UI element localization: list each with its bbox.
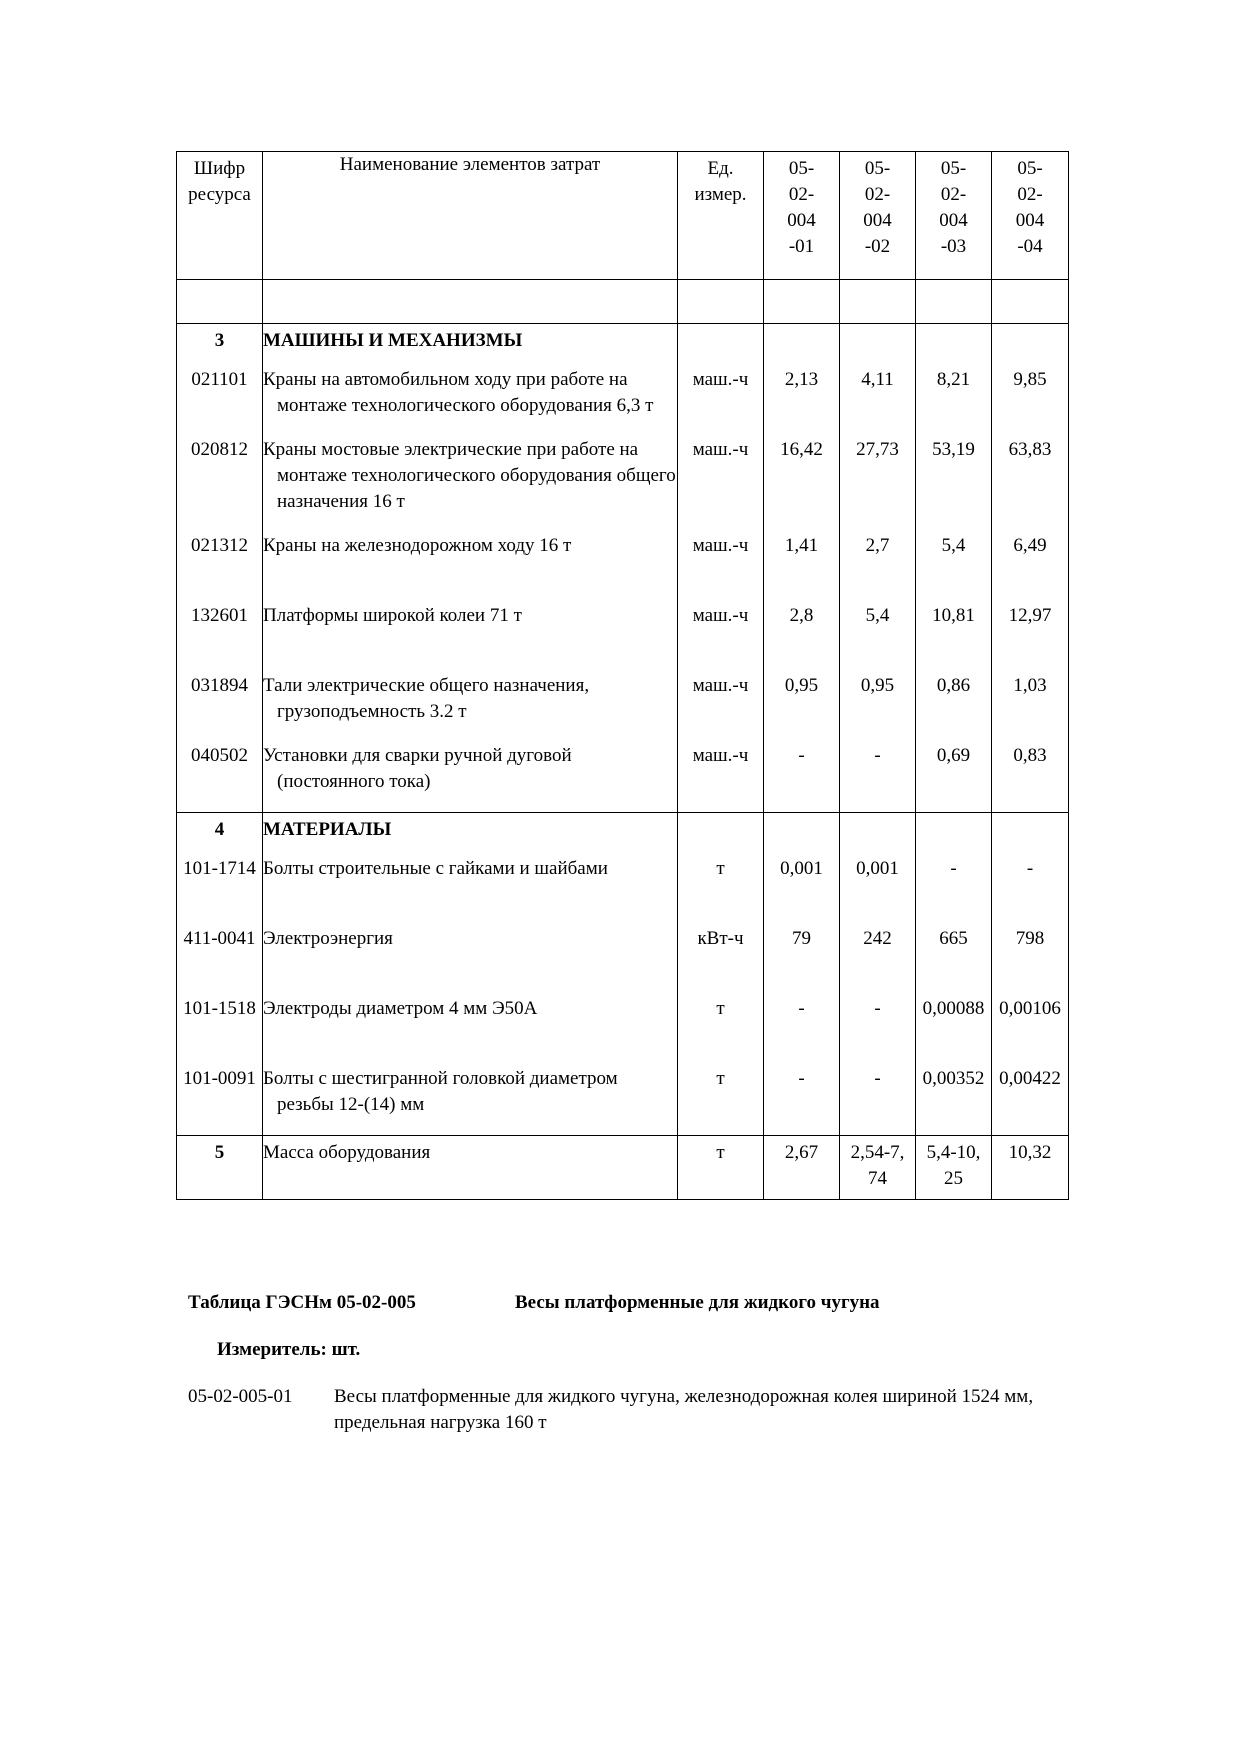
resource-unit: маш.-ч: [678, 437, 764, 533]
resource-value: -: [764, 996, 840, 1066]
resource-value: 27,73: [840, 437, 916, 533]
resource-row: [177, 603, 1069, 673]
resource-value: 8,21: [916, 367, 992, 437]
header-col-1: 05-02-004-01: [764, 152, 840, 280]
resource-value: 4,11: [840, 367, 916, 437]
resource-value: -: [764, 743, 840, 813]
resource-unit: т: [678, 856, 764, 926]
section-number: 3: [177, 324, 263, 367]
mass-name: Масса оборудования: [263, 1136, 678, 1200]
resource-unit: т: [678, 996, 764, 1066]
section-value-empty: [840, 813, 916, 856]
header-code: Шифр ресурса: [177, 152, 263, 280]
resource-name-text: Платформы широкой колеи 71 т: [263, 604, 522, 626]
resource-name: [263, 1066, 678, 1136]
norms-table: [176, 151, 1069, 1200]
table-caption-label: Таблица ГЭСНм 05-02-005: [188, 1292, 416, 1313]
section-unit-empty: [678, 813, 764, 856]
resource-unit: маш.-ч: [678, 367, 764, 437]
table-caption-name: Весы платформенные для жидкого чугуна: [515, 1292, 880, 1313]
resource-value: 665: [916, 926, 992, 996]
section-number: 4: [177, 813, 263, 856]
resource-value: 798: [992, 926, 1069, 996]
resource-code: 101-1518: [177, 996, 263, 1066]
resource-code: 101-1714: [177, 856, 263, 926]
header-col-4: 05-02-004-04: [992, 152, 1069, 280]
resource-value: 9,85: [992, 367, 1069, 437]
resource-value: 79: [764, 926, 840, 996]
resource-name-text: Краны на автомобильном ходу при работе на монтаже технологического оборудования 6,3 т: [263, 368, 654, 416]
mass-value: 5,4-10,25: [916, 1136, 992, 1200]
resource-unit: т: [678, 1066, 764, 1136]
resource-name: [263, 533, 678, 603]
resource-value: 0,95: [840, 673, 916, 743]
resource-unit: кВт-ч: [678, 926, 764, 996]
resource-row: [177, 926, 1069, 996]
section-title: МАШИНЫ И МЕХАНИЗМЫ: [263, 324, 678, 367]
measure-unit: Измеритель: шт.: [217, 1339, 361, 1360]
resource-value: 2,13: [764, 367, 840, 437]
section-title: МАТЕРИАЛЫ: [263, 813, 678, 856]
header-col-2: 05-02-004-02: [840, 152, 916, 280]
resource-unit: маш.-ч: [678, 533, 764, 603]
resource-row: [177, 673, 1069, 743]
mass-value: 2,67: [764, 1136, 840, 1200]
resource-name-text: Установки для сварки ручной дуговой (постоянного тока): [263, 744, 572, 792]
resource-value: 2,7: [840, 533, 916, 603]
resource-value: 0,86: [916, 673, 992, 743]
resource-name: [263, 437, 678, 533]
resource-row: [177, 367, 1069, 437]
resource-value: 6,49: [992, 533, 1069, 603]
resource-value: 2,8: [764, 603, 840, 673]
resource-value: 16,42: [764, 437, 840, 533]
resource-name-text: Болты с шестигранной головкой диаметром резьбы 12-(14) мм: [263, 1067, 618, 1115]
resource-value: 5,4: [916, 533, 992, 603]
resource-code: 040502: [177, 743, 263, 813]
resource-code: 411-0041: [177, 926, 263, 996]
section-row: [177, 324, 1069, 367]
table-caption: [188, 1290, 880, 1316]
section-value-empty: [764, 813, 840, 856]
resource-value: 0,83: [992, 743, 1069, 813]
resource-value: -: [764, 1066, 840, 1136]
resource-value: -: [840, 1066, 916, 1136]
resource-code: 021101: [177, 367, 263, 437]
resource-row: [177, 533, 1069, 603]
resource-name-text: Болты строительные с гайками и шайбами: [263, 857, 608, 879]
resource-value: -: [840, 743, 916, 813]
resource-value: 0,00422: [992, 1066, 1069, 1136]
resource-value: 12,97: [992, 603, 1069, 673]
resource-value: 0,69: [916, 743, 992, 813]
section-value-empty: [992, 813, 1069, 856]
blank-row: [177, 280, 1069, 324]
resource-name: [263, 603, 678, 673]
resource-code: 132601: [177, 603, 263, 673]
resource-row: [177, 996, 1069, 1066]
resource-name: [263, 856, 678, 926]
resource-code: 020812: [177, 437, 263, 533]
resource-unit: маш.-ч: [678, 603, 764, 673]
resource-name: [263, 996, 678, 1066]
resource-row: [177, 1066, 1069, 1136]
resource-code: 031894: [177, 673, 263, 743]
resource-code: 101-0091: [177, 1066, 263, 1136]
resource-value: -: [992, 856, 1069, 926]
resource-name: [263, 673, 678, 743]
resource-code: 021312: [177, 533, 263, 603]
section-value-empty: [916, 813, 992, 856]
resource-unit: маш.-ч: [678, 673, 764, 743]
resource-name: [263, 926, 678, 996]
mass-value: 10,32: [992, 1136, 1069, 1200]
item-text: Весы платформенные для жидкого чугуна, железнодорожная колея шириной 1524 мм, предельная нагрузка 160 т: [334, 1386, 1034, 1433]
resource-value: 242: [840, 926, 916, 996]
resource-value: 1,03: [992, 673, 1069, 743]
header-name: Наименование элементов затрат: [263, 152, 678, 280]
section-value-empty: [992, 324, 1069, 367]
resource-value: 0,001: [764, 856, 840, 926]
section-value-empty: [916, 324, 992, 367]
resource-name-text: Тали электрические общего назначения, грузоподъемность 3.2 т: [263, 674, 590, 722]
resource-name: [263, 743, 678, 813]
mass-unit: т: [678, 1136, 764, 1200]
resource-name: [263, 367, 678, 437]
section-value-empty: [840, 324, 916, 367]
header-row: [177, 152, 1069, 280]
resource-value: 10,81: [916, 603, 992, 673]
item-entry: [188, 1384, 1038, 1436]
resource-value: 0,00088: [916, 996, 992, 1066]
resource-value: 1,41: [764, 533, 840, 603]
resource-name-text: Краны мостовые электрические при работе на монтаже технологического оборудования общего назначения 16 т: [263, 438, 676, 512]
resource-name-text: Электроды диаметром 4 мм Э50А: [263, 997, 538, 1019]
header-unit: Ед. измер.: [678, 152, 764, 280]
item-code: 05-02-005-01: [188, 1386, 293, 1407]
resource-unit: маш.-ч: [678, 743, 764, 813]
section-row: [177, 813, 1069, 856]
resource-row: [177, 437, 1069, 533]
resource-value: 5,4: [840, 603, 916, 673]
resource-row: [177, 743, 1069, 813]
resource-value: 0,00352: [916, 1066, 992, 1136]
mass-value: 2,54-7,74: [840, 1136, 916, 1200]
mass-number: 5: [177, 1136, 263, 1200]
mass-row: [177, 1136, 1069, 1200]
resource-name-text: Краны на железнодорожном ходу 16 т: [263, 534, 572, 556]
resource-value: -: [840, 996, 916, 1066]
resource-name-text: Электроэнергия: [263, 927, 393, 949]
resource-value: 0,00106: [992, 996, 1069, 1066]
resource-value: 0,95: [764, 673, 840, 743]
resource-value: -: [916, 856, 992, 926]
header-col-3: 05-02-004-03: [916, 152, 992, 280]
section-unit-empty: [678, 324, 764, 367]
resource-value: 63,83: [992, 437, 1069, 533]
resource-value: 53,19: [916, 437, 992, 533]
section-value-empty: [764, 324, 840, 367]
resource-value: 0,001: [840, 856, 916, 926]
resource-row: [177, 856, 1069, 926]
